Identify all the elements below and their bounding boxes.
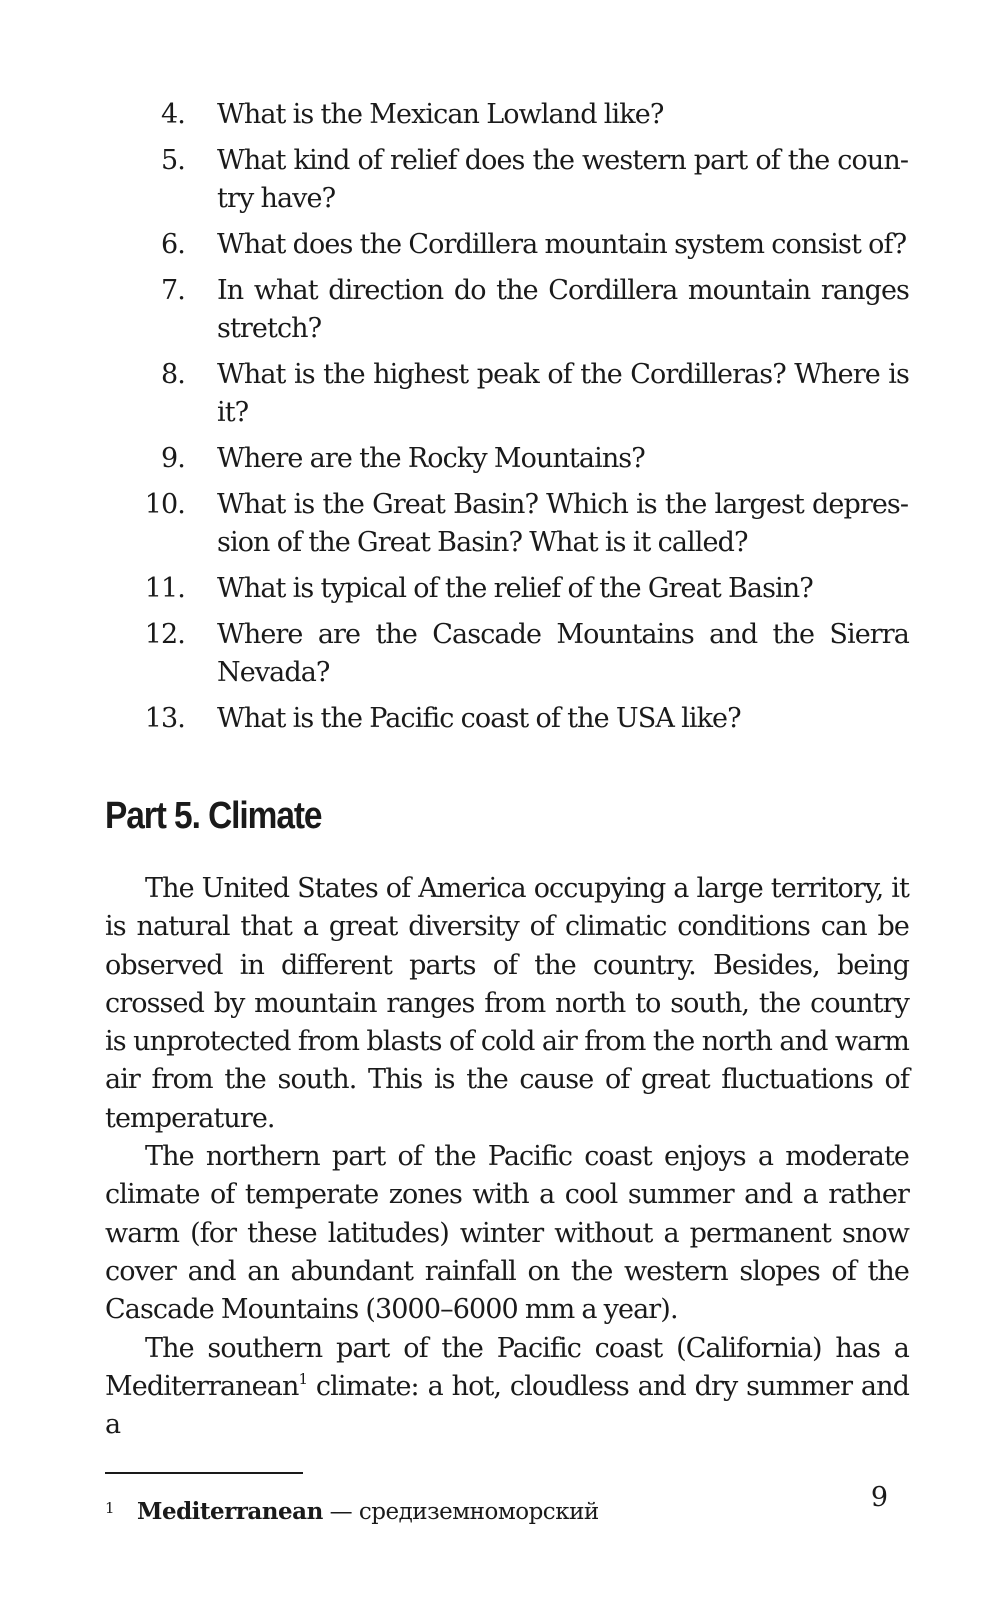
list-item-number: 5. [161, 145, 185, 176]
list-item [105, 142, 909, 218]
footnote-reference[interactable]: 1 [298, 1369, 308, 1388]
list-item-text: What is the Pacific coast of the USA like? [217, 703, 741, 734]
list-item-text: Where are the Rocky Mountains? [217, 443, 645, 474]
list-item [105, 700, 909, 738]
section-heading: Part 5. Climate [105, 795, 322, 837]
list-item-number: 4. [161, 99, 185, 130]
list-item [105, 226, 909, 264]
list-item-text: Where are the Cascade Mountains and the Sierra Nevada? [217, 619, 909, 688]
list-item-number: 13. [144, 703, 185, 734]
paragraph-3 [105, 1330, 909, 1445]
footnote-divider [105, 1472, 303, 1474]
paragraph-1: The United States of America occupying a large territory, it is natural that a great diversity of climatic conditions can be observed in different parts of the country. Besides, being crossed by mountain ranges from north to south, the country is unprotected from blasts of cold air from the north and warm air from the south. This is the cause of great fluctuations of temperature. [105, 873, 909, 1134]
list-item-text: What is the Mexican Lowland like? [217, 99, 664, 130]
question-list [105, 96, 909, 738]
page-content [105, 96, 909, 1528]
list-item-number: 10. [144, 489, 185, 520]
list-item-number: 8. [161, 359, 185, 390]
page-number: 9 [870, 1482, 888, 1513]
list-item-number: 6. [161, 229, 185, 260]
footnote-number: 1 [105, 1499, 115, 1518]
list-item [105, 616, 909, 692]
list-item [105, 96, 909, 134]
paragraph-3-start: The southern part of the Pacific coast (California) has a Mediterranean [105, 1332, 909, 1402]
list-item [105, 570, 909, 608]
paragraph-3-end: climate: a hot, cloudless and dry summer and a [105, 1370, 909, 1441]
list-item-text: What kind of relief does the western part of the country have? [217, 145, 909, 214]
footnote-translation: — средиземноморский [322, 1499, 599, 1526]
paragraph-2: The northern part of the Pacific coast enjoys a moderate climate of temperate zones with a cool summer and a rather warm (for these latitudes) winter without a permanent snow cover and an abundant rainfall on the western slopes of the Cascade Mountains (3000–6000 mm a year). [105, 1141, 909, 1326]
list-item [105, 356, 909, 432]
list-item-text: What is the Great Basin? Which is the largest depression of the Great Basin? What is it called? [217, 489, 909, 558]
list-item [105, 486, 909, 562]
footnote-term: Mediterranean [137, 1498, 323, 1526]
list-item-number: 11. [144, 573, 185, 604]
list-item [105, 272, 909, 348]
list-item-number: 12. [144, 619, 185, 650]
list-item-number: 7. [161, 275, 185, 306]
list-item-text: What is typical of the relief of the Great Basin? [217, 573, 813, 604]
footnote [105, 1496, 909, 1528]
list-item [105, 440, 909, 478]
list-item-text: What does the Cordillera mountain system consist of? [217, 229, 907, 260]
list-item-text: What is the highest peak of the Cordilleras? Where is it? [217, 359, 909, 428]
list-item-number: 9. [161, 443, 185, 474]
list-item-text: In what direction do the Cordillera mountain ranges stretch? [217, 275, 909, 344]
